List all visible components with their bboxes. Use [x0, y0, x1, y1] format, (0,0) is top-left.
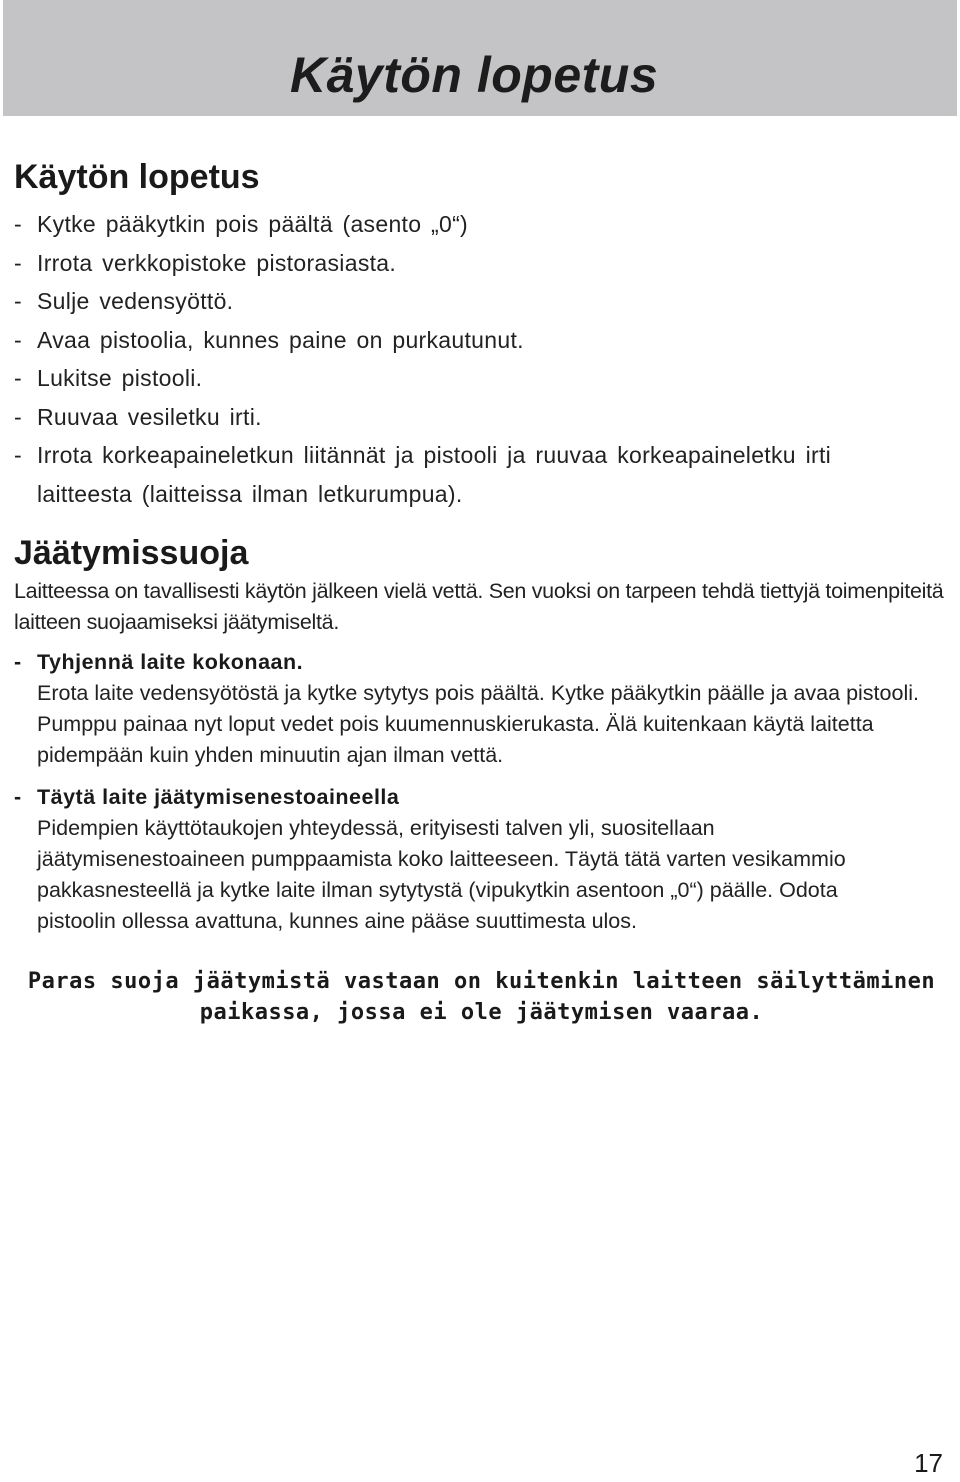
- antifreeze-title: - Täytä laite jäätymisenestoaineella: [14, 785, 400, 809]
- section-heading-shutdown: Käytön lopetus: [14, 158, 260, 196]
- drain-title: - Tyhjennä laite kokonaan.: [14, 650, 304, 674]
- list-item: - Avaa pistoolia, kunnes paine on purkautunut.: [14, 326, 524, 353]
- storage-warning: Paras suoja jäätymistä vastaan on kuitenkin laitteen säilyttäminen paikassa, jossa ei ole jäätymisen vaaraa.: [27, 969, 936, 1025]
- list-item: - Lukitse pistooli.: [14, 365, 203, 391]
- drain-instructions: [14, 647, 949, 771]
- list-item: - Kytke pääkytkin pois päältä (asento „0“): [14, 211, 468, 237]
- antifreeze-instructions: [14, 782, 949, 937]
- drain-body: Erota laite vedensyötöstä ja kytke sytytys pois päältä. Kytke pääkytkin päälle ja avaa pistooli. Pumppu painaa nyt loput vedet pois kuumennuskierukasta. Älä kuitenkaan käytä laitetta pidempään kuin yhden minuutin ajan ilman vettä.: [37, 681, 919, 767]
- page-header-title: Käytön lopetus: [290, 47, 659, 103]
- antifreeze-body: Pidempien käyttötaukojen yhteydessä, erityisesti talven yli, suositellaan jäätymisenestoaineen pumppaamista koko laitteeseen. Täytä tätä varten vesikammio pakkasnesteellä ja kytke laite ilman sytytystä (vipukytkin asentoon „0“) päälle. Odota pistoolin ollessa avattuna, kunnes aine pääse suuttimesta ulos.: [37, 816, 846, 933]
- frost-intro-paragraph: Laitteessa on tavallisesti käytön jälkeen vielä vettä. Sen vuoksi on tarpeen tehdä tiettyjä toimenpiteitä laitteen suojaamiseksi jäätymiseltä.: [14, 579, 944, 634]
- section-heading-frost-protection: Jäätymissuoja: [14, 534, 249, 572]
- page-number: 17: [914, 1448, 943, 1478]
- list-item: - Sulje vedensyöttö.: [14, 288, 234, 314]
- list-item: - Irrota verkkopistoke pistorasiasta.: [14, 249, 397, 276]
- list-item: - Irrota korkeapaineletkun liitännät ja pistooli ja ruuvaa korkeapaineletku irti laitteesta (laitteissa ilman letkurumpua).: [14, 442, 832, 507]
- shutdown-steps-list: [14, 205, 949, 513]
- list-item: - Ruuvaa vesiletku irti.: [14, 403, 262, 430]
